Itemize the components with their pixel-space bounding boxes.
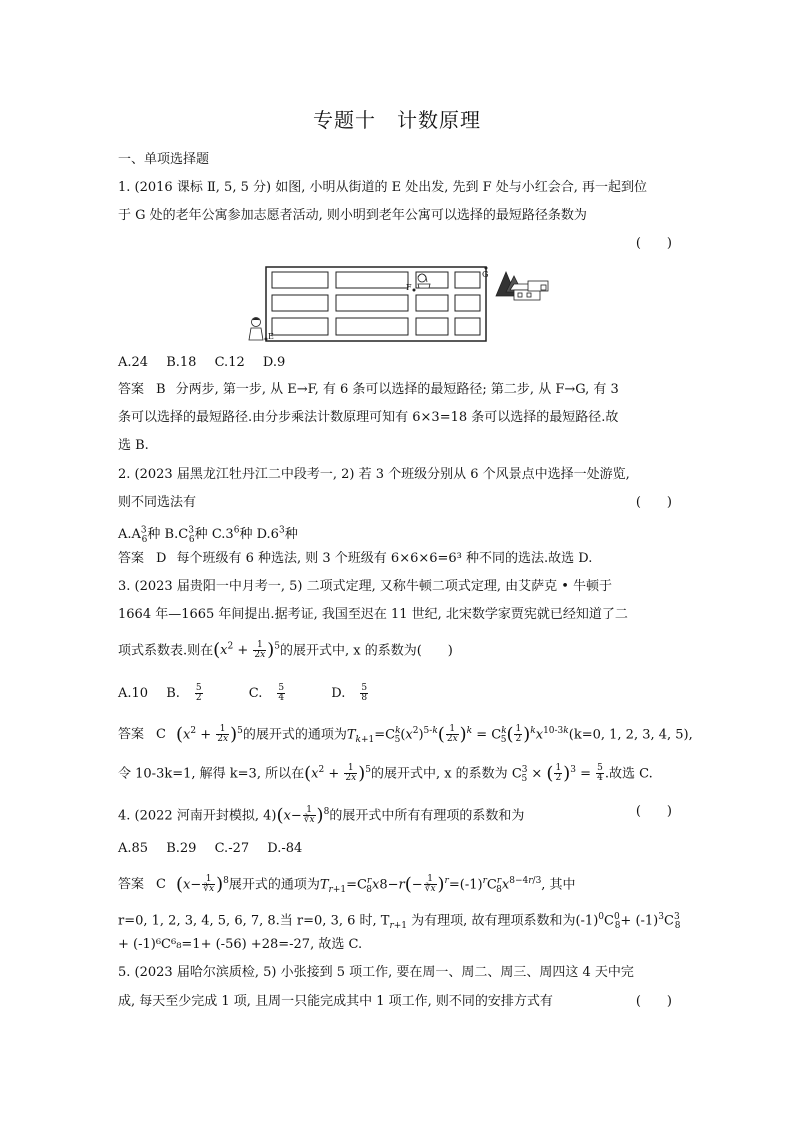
q4-option-a: A.85 bbox=[118, 841, 149, 856]
q3-answer-line1: 答案 C ($x^2$ + $\frac{1}{2x}$ )$^5$的展开式的通项为$T_{k+1}=C^k_5(x^2)^{5-k}$( $\frac{1}{2x}$ )$^k = C^k_5$( $\frac{1}{2}$ )$^kx^{10-3k}(k=0$, 1, 2, 3, 4, 5), bbox=[118, 723, 693, 745]
q4-answer-line3: + (-1)⁶C⁶₈=1+ (-56) +28=-27, 故选 C. bbox=[118, 937, 363, 952]
answer-label: 答案 bbox=[118, 551, 145, 566]
q3-option-d: D. $\frac{5}{8}$ bbox=[331, 683, 368, 703]
xiaohong-icon bbox=[418, 274, 430, 288]
q4-option-d: D.-84 bbox=[267, 841, 303, 856]
block bbox=[455, 318, 480, 335]
q2-options bbox=[118, 522, 298, 549]
q1-options bbox=[118, 354, 299, 372]
q4-answer-line1: 答案 C (x− $\frac{1}{∛x}$ )$^8$展开式的通项为$T_{r+1}=C^r_8x8-r(-$ $\frac{1}{∛x}$ )$^r=(-1)^rC^r_8x^{8-4r/3}$, 其中 bbox=[118, 873, 576, 895]
q3-option-b: B. $\frac{5}{2}$ bbox=[166, 683, 202, 703]
q4-option-c: C.-27 bbox=[214, 841, 250, 856]
q1-answer-line2: 条可以选择的最短路径.由分步乘法计数原理可知有 6×3=18 条可以选择的最短路径.故 bbox=[118, 410, 619, 425]
q3-option-a: A.10 bbox=[118, 686, 149, 701]
q3-option-c: C. $\frac{5}{4}$ bbox=[248, 683, 285, 703]
q2-stem-line2: 则不同选法有 bbox=[118, 495, 197, 510]
label-e: E bbox=[268, 332, 274, 341]
answer-letter: C bbox=[156, 877, 166, 893]
q1-answer-line3: 选 B. bbox=[118, 438, 149, 453]
street-grid-outline bbox=[266, 267, 489, 341]
q4-options bbox=[118, 840, 316, 858]
q4-option-b: B.29 bbox=[166, 841, 197, 856]
block bbox=[336, 318, 408, 335]
block bbox=[272, 272, 328, 288]
q3-answer-line2: 令 10-3k=1, 解得 k=3, 所以在($x^2$ + $\frac{1}{2x}$ )$^5$的展开式中, x 的系数为 $C^3_5$ × ( $\frac{1}{2}$ )$^3$ = $\frac{5}{4}$ .故选 C. bbox=[118, 762, 653, 784]
street-map-figure bbox=[244, 262, 559, 344]
xiaoming-icon bbox=[249, 318, 263, 341]
q2-answer bbox=[118, 550, 592, 568]
q2-answer-text: 每个班级有 6 种选法, 则 3 个班级有 6×6×6=6³ 种不同的选法.故选 D. bbox=[176, 551, 593, 566]
q2-stem-line1: 2. (2023 届黑龙江牡丹江二中段考一, 2) 若 3 个班级分别从 6 个风景点中选择一处游览, bbox=[118, 467, 630, 482]
answer-label: 答案 bbox=[118, 877, 145, 893]
q5-answer-paren: ( ) bbox=[635, 994, 672, 1009]
block bbox=[272, 295, 328, 311]
answer-letter: C bbox=[156, 727, 166, 743]
q5-stem-line2: 成, 每天至少完成 1 项, 且周一只能完成其中 1 项工作, 则不同的安排方式有 bbox=[118, 994, 553, 1009]
apartment-icon bbox=[496, 272, 548, 300]
page-title: 专题十 计数原理 bbox=[313, 108, 481, 132]
q2-option-d: $D.6^3$种 bbox=[256, 526, 298, 543]
q4-answer-line2: r=0, 1, 2, 3, 4, 5, 6, 7, 8.当 r=0, 3, 6 时, $T_{r+1}$ 为有理项, 故有理项系数和为$(-1)^0C^0_8+ (-1)^3C^3_8$ bbox=[118, 912, 681, 931]
q4-stem: 4. (2022 河南开封模拟, 4)(x− $\frac{1}{∛x}$ )$^8$的展开式中所有有理项的系数和为 bbox=[118, 804, 525, 826]
q1-answer-paren: ( ) bbox=[635, 236, 672, 251]
label-g: G bbox=[482, 270, 489, 279]
block bbox=[416, 295, 448, 311]
q2-option-c: $C.3^6$种 bbox=[211, 526, 253, 543]
answer-label: 答案 bbox=[118, 382, 145, 397]
q2-answer-paren: ( ) bbox=[635, 495, 672, 510]
q1-option-c: C.12 bbox=[214, 355, 245, 370]
q1-stem-line2: 于 G 处的老年公寓参加志愿者活动, 则小明到老年公寓可以选择的最短路径条数为 bbox=[118, 208, 587, 223]
block bbox=[455, 272, 480, 288]
section-heading: 一、单项选择题 bbox=[118, 152, 210, 167]
q1-answer-line1 bbox=[118, 381, 619, 399]
answer-letter: D bbox=[156, 551, 167, 566]
q2-option-b: $B.C^3_6$种 bbox=[164, 526, 208, 545]
block bbox=[272, 318, 328, 335]
q4-answer-paren: ( ) bbox=[635, 804, 672, 819]
q1-option-a: A.24 bbox=[118, 355, 149, 370]
q1-stem-line1: 1. (2016 课标 Ⅱ, 5, 5 分) 如图, 小明从街道的 E 处出发, 先到 F 处与小红会合, 再一起到位 bbox=[118, 180, 648, 195]
answer-letter: B bbox=[156, 382, 166, 397]
q3-options bbox=[118, 684, 410, 703]
block bbox=[336, 272, 408, 288]
block bbox=[336, 295, 408, 311]
q1-answer-text1: 分两步, 第一步, 从 E→F, 有 6 条可以选择的最短路径; 第二步, 从 F→G, 有 3 bbox=[175, 382, 619, 397]
q3-stem-line2: 1664 年—1665 年间提出.据考证, 我国至迟在 11 世纪, 北宋数学家贾宪就已经知道了二 bbox=[118, 607, 628, 622]
q1-option-d: D.9 bbox=[262, 355, 286, 370]
q3-stem-line3: 项式系数表.则在($x^2$ + $\frac{1}{2x}$ )$^5$的展开式中, x 的系数为( ) bbox=[118, 639, 453, 661]
block bbox=[455, 295, 480, 311]
q3-stem-line1: 3. (2023 届贵阳一中月考一, 5) 二项式定理, 又称牛顿二项式定理, 由艾萨克 • 牛顿于 bbox=[118, 579, 613, 594]
q1-option-b: B.18 bbox=[166, 355, 197, 370]
block bbox=[416, 318, 448, 335]
binomial-expression: ($x^2$ + $\frac{1}{2x}$ )$^5$ bbox=[213, 639, 280, 661]
label-f: F bbox=[406, 283, 412, 292]
q2-option-a: $A.A^3_6$种 bbox=[118, 526, 161, 545]
q5-stem-line1: 5. (2023 届哈尔滨质检, 5) 小张接到 5 项工作, 要在周一、周二、周三、周四这 4 天中完 bbox=[118, 965, 634, 980]
answer-label: 答案 bbox=[118, 727, 145, 743]
